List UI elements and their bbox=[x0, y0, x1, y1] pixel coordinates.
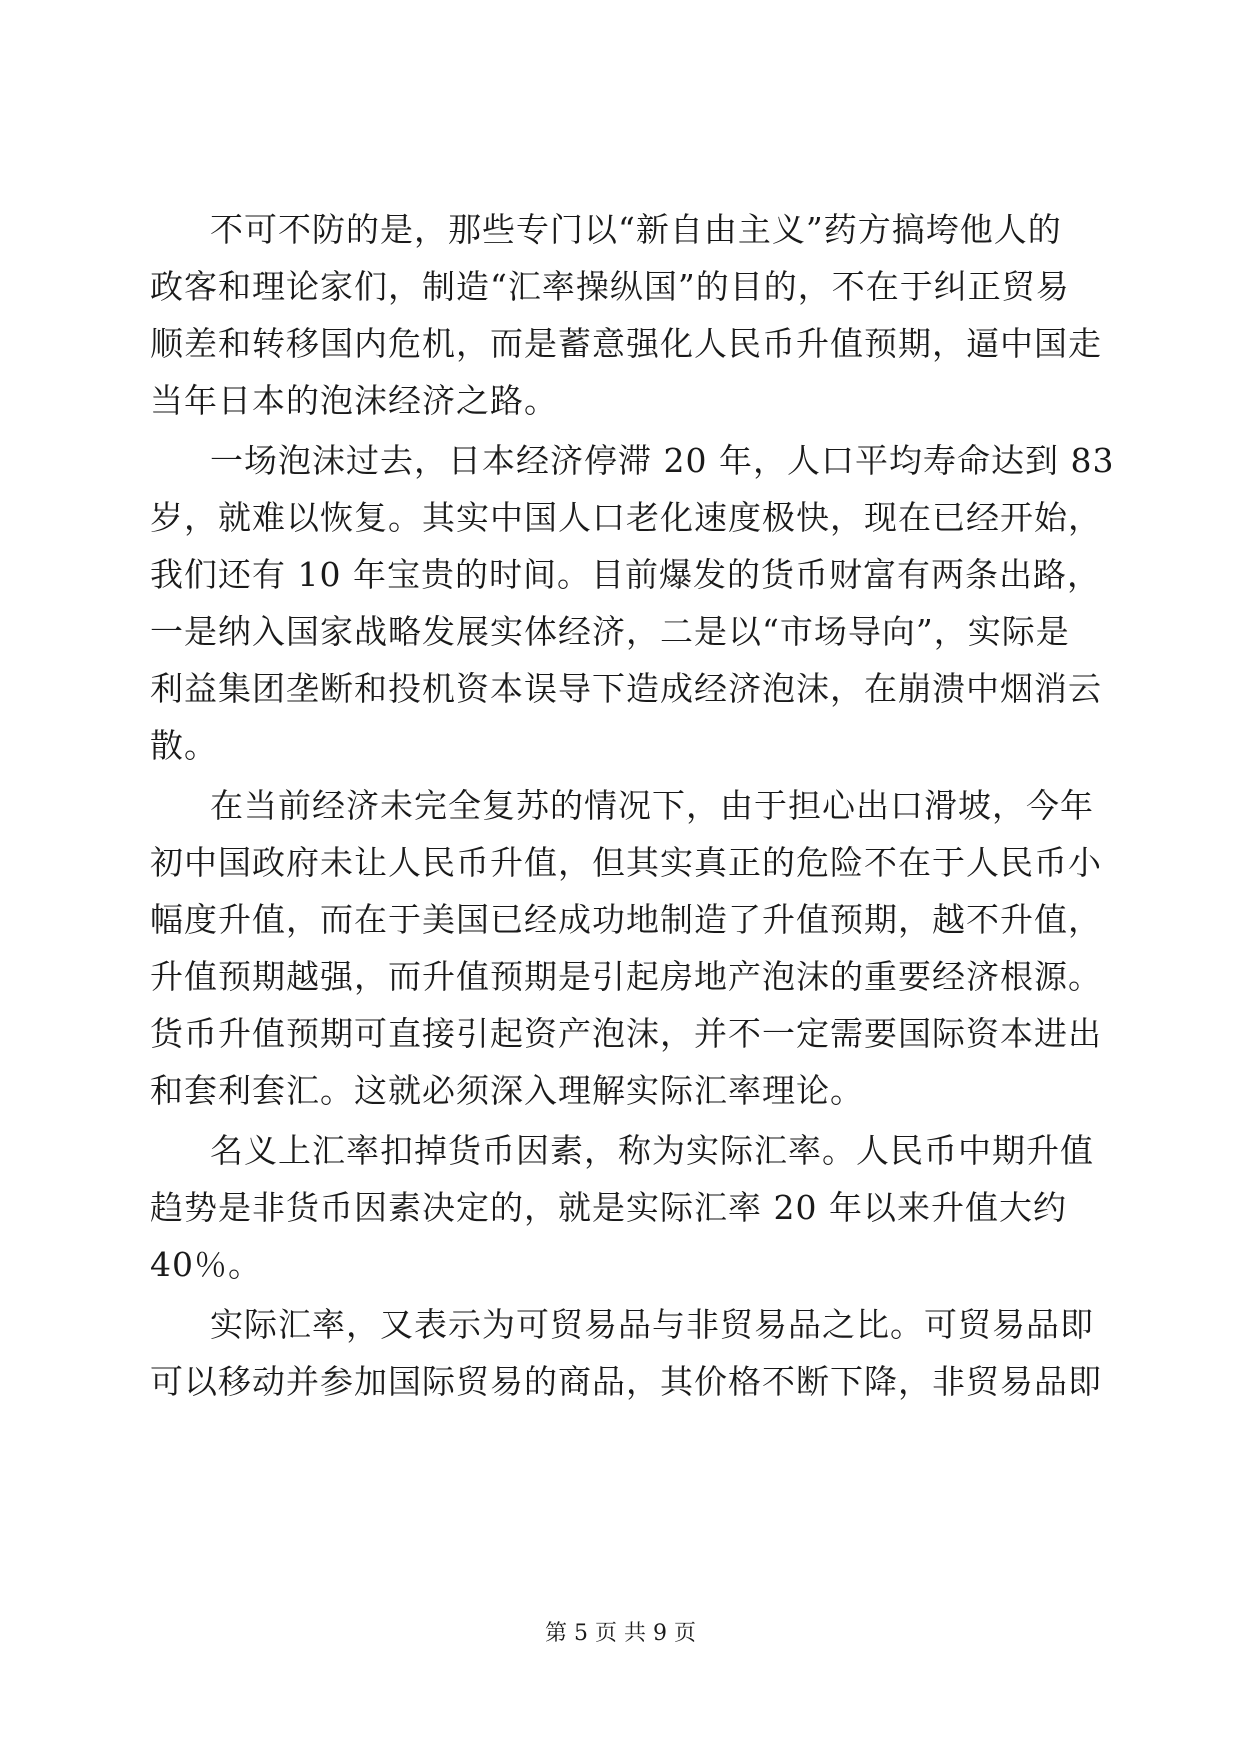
paragraph-line: 顺差和转移国内危机，而是蓄意强化人民币升值预期，逼中国走 bbox=[150, 324, 1102, 363]
paragraph-line: 岁，就难以恢复。其实中国人口老化速度极快，现在已经开始， bbox=[150, 498, 1102, 537]
page-number-footer: 第 5 页 共 9 页 bbox=[545, 1621, 696, 1646]
paragraph-line: 可以移动并参加国际贸易的商品，其价格不断下降，非贸易品即 bbox=[150, 1362, 1102, 1401]
paragraph-line: 趋势是非货币因素决定的，就是实际汇率 20 年以来升值大约 bbox=[150, 1188, 1067, 1227]
paragraph-line: 和套利套汇。这就必须深入理解实际汇率理论。 bbox=[150, 1071, 864, 1110]
paragraph-line: 利益集团垄断和投机资本误导下造成经济泡沫，在崩溃中烟消云 bbox=[150, 669, 1102, 708]
paragraph-line: 初中国政府未让人民币升值，但其实真正的危险不在于人民币小 bbox=[150, 843, 1102, 882]
paragraph-line: 当年日本的泡沫经济之路。 bbox=[150, 381, 558, 420]
paragraph-line: 在当前经济未完全复苏的情况下，由于担心出口滑坡，今年 bbox=[210, 786, 1094, 825]
paragraph-line: 实际汇率，又表示为可贸易品与非贸易品之比。可贸易品即 bbox=[210, 1305, 1094, 1344]
paragraph-line: 名义上汇率扣掉货币因素，称为实际汇率。人民币中期升值 bbox=[210, 1131, 1094, 1170]
paragraph-line: 幅度升值，而在于美国已经成功地制造了升值预期，越不升值， bbox=[150, 900, 1102, 939]
paragraph-line: 升值预期越强，而升值预期是引起房地产泡沫的重要经济根源。 bbox=[150, 957, 1102, 996]
paragraph-line: 政客和理论家们，制造“汇率操纵国”的目的，不在于纠正贸易 bbox=[150, 267, 1070, 306]
paragraph-line: 货币升值预期可直接引起资产泡沫，并不一定需要国际资本进出 bbox=[150, 1014, 1102, 1053]
paragraph-line: 不可不防的是，那些专门以“新自由主义”药方搞垮他人的 bbox=[210, 210, 1062, 249]
paragraph-line: 一场泡沫过去，日本经济停滞 20 年，人口平均寿命达到 83 bbox=[210, 441, 1115, 480]
paragraph-line: 一是纳入国家战略发展实体经济，二是以“市场导向”，实际是 bbox=[150, 612, 1070, 651]
paragraph-line: 我们还有 10 年宝贵的时间。目前爆发的货币财富有两条出路， bbox=[150, 555, 1101, 594]
paragraph-line: 40％。 bbox=[150, 1245, 262, 1284]
paragraph-line: 散。 bbox=[150, 726, 218, 765]
